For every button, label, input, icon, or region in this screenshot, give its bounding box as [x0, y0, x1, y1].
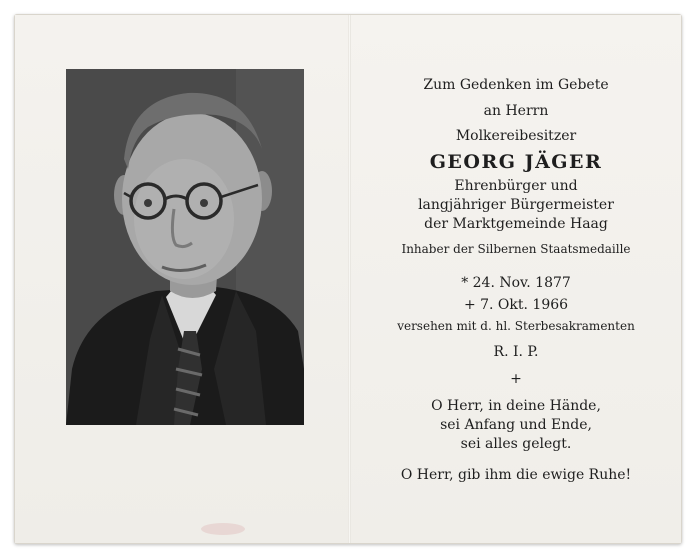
death-date: + 7. Okt. 1966	[463, 297, 569, 313]
medal-line: Inhaber der Silbernen Staatsmedaille	[401, 242, 631, 256]
memorial-card	[14, 14, 682, 544]
prayer-line-2: sei Anfang und Ende,	[440, 417, 592, 433]
prayer-line-3: sei alles gelegt.	[460, 436, 572, 452]
paper-stain	[201, 523, 245, 535]
honor-line-1: Ehrenbürger und	[454, 178, 578, 194]
salutation-line: an Herrn	[483, 103, 549, 119]
card-left-panel	[15, 15, 349, 543]
cross-symbol: +	[510, 371, 522, 387]
dedication-line: Zum Gedenken im Gebete	[423, 77, 609, 93]
honor-line-3: der Marktgemeinde Haag	[424, 216, 608, 232]
prayer-line-1: O Herr, in deine Hände,	[431, 398, 601, 414]
birth-date: * 24. Nov. 1877	[461, 275, 571, 291]
rip-line: R. I. P.	[493, 344, 539, 360]
obituary-text	[351, 75, 681, 486]
deceased-name: GEORG JÄGER	[429, 151, 603, 173]
portrait-photo	[66, 69, 304, 425]
honor-line-2: langjähriger Bürgermeister	[418, 197, 614, 213]
occupation-line: Molkereibesitzer	[455, 128, 577, 144]
portrait-illustration	[66, 69, 304, 425]
sacraments-line: versehen mit d. hl. Sterbesakramenten	[397, 319, 635, 333]
prayer-line-4: O Herr, gib ihm die ewige Ruhe!	[400, 467, 632, 483]
